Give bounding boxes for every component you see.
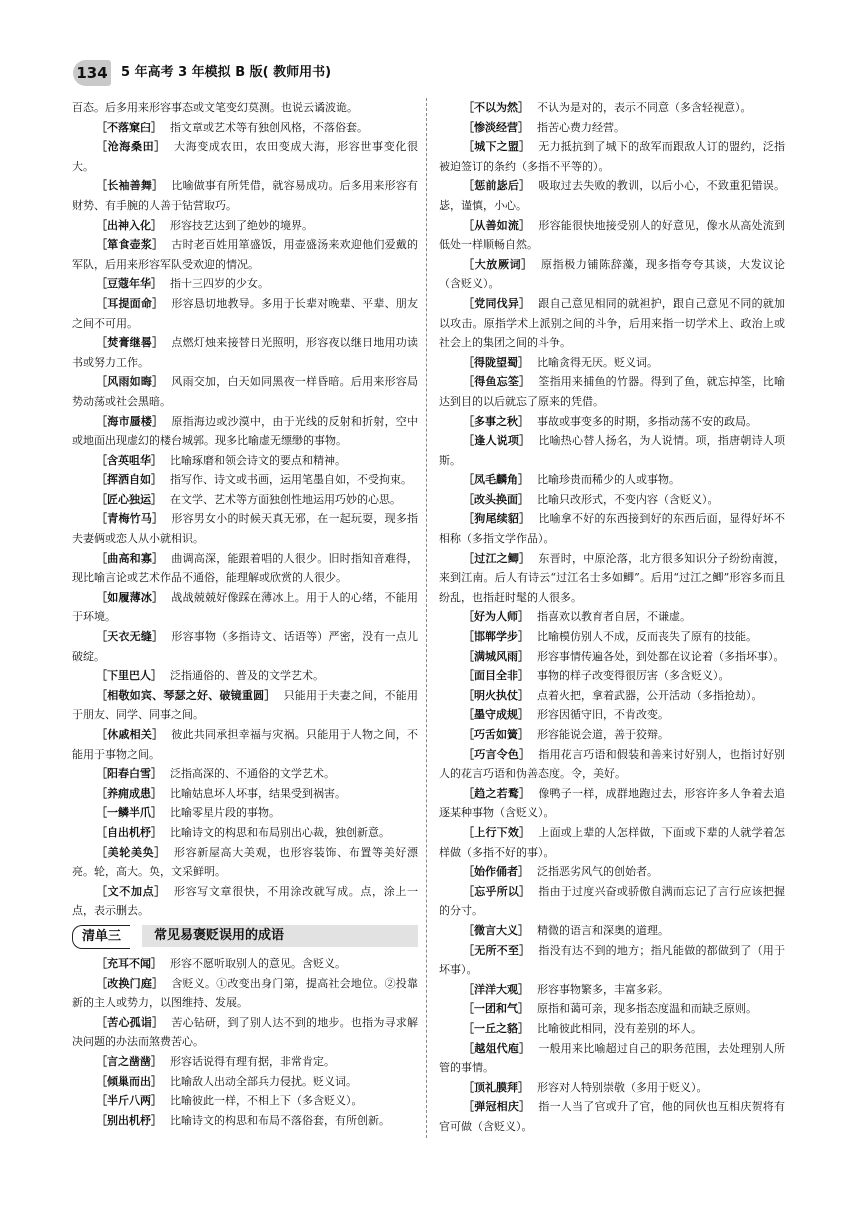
idiom-term: ［惩前毖后］ <box>463 179 531 193</box>
idiom-entry <box>72 372 418 411</box>
idiom-definition: 形容话说得有理有据，非常肯定。 <box>170 1054 335 1068</box>
idiom-definition: 含贬义。①改变出身门第，提高社会地位。②投靠新的主人或势力，以图维持、发展。 <box>72 976 419 1010</box>
idiom-entry <box>72 274 418 294</box>
idiom-definition: 形容事物（多指诗文、话语等）严密，没有一点儿破绽。 <box>72 630 419 663</box>
idiom-term: ［越俎代庖］ <box>463 1041 531 1055</box>
idiom-term: ［墨守成规］ <box>463 708 529 722</box>
idiom-entry <box>439 921 785 941</box>
idiom-entry <box>72 784 418 804</box>
idiom-definition: 指文章或艺术等有独创风格，不落俗套。 <box>170 120 368 134</box>
idiom-entry <box>72 216 418 236</box>
idiom-term: ［面目全非］ <box>463 669 529 683</box>
idiom-definition: 形容技艺达到了绝妙的境界。 <box>170 218 313 232</box>
idiom-definition: 指由于过度兴奋或骄傲自满而忘记了言行应该把握的分寸。 <box>439 884 786 918</box>
idiom-term: ［多事之秋］ <box>463 414 529 428</box>
idiom-entry <box>439 176 785 215</box>
idiom-term: ［巧言令色］ <box>463 747 531 761</box>
idiom-entry <box>439 509 785 548</box>
idiom-term: ［文不加点］ <box>96 884 166 898</box>
idiom-term: ［城下之盟］ <box>463 140 531 154</box>
idiom-definition: 指喜欢以教育者自居，不谦虚。 <box>537 610 691 624</box>
idiom-entry <box>72 294 418 333</box>
page-header <box>73 60 433 86</box>
idiom-term: ［养痈成患］ <box>96 786 162 800</box>
idiom-term: ［得陇望蜀］ <box>463 355 529 369</box>
idiom-definition: 指苦心费力经营。 <box>537 120 625 134</box>
idiom-entry <box>72 176 418 215</box>
idiom-term: ［休戚相关］ <box>96 728 164 741</box>
left-entry-list <box>72 98 418 921</box>
idiom-definition: 形容恳切地教导。多用于长辈对晚辈、平辈、朋友之间不可用。 <box>72 296 419 330</box>
idiom-definition: 比喻彼此一样，不相上下（多含贬义）。 <box>170 1094 363 1108</box>
idiom-entry <box>439 216 785 255</box>
idiom-term: ［海市蜃楼］ <box>96 414 164 428</box>
idiom-term: ［党同伐异］ <box>463 296 531 310</box>
idiom-definition: 战战兢兢好像踩在薄冰上。用于人的心绪，不能用于环境。 <box>72 590 419 624</box>
right-entry-list <box>439 98 785 1136</box>
idiom-term: ［含英咀华］ <box>96 453 162 467</box>
idiom-term: ［充耳不闻］ <box>96 956 162 970</box>
idiom-term: ［从善如流］ <box>463 218 531 232</box>
idiom-term: ［天衣无缝］ <box>96 630 164 644</box>
idiom-definition: 古时老百姓用箪盛饭，用壶盛汤来欢迎他们爱戴的军队，后用来形容军队受欢迎的情况。 <box>72 238 419 271</box>
idiom-term: ［豆蔻年华］ <box>96 277 162 291</box>
idiom-term: ［大放厥词］ <box>463 257 533 271</box>
idiom-definition: 像鸭子一样，成群地跑过去，形容许多人争着去追逐某种事物（含贬义）。 <box>439 786 786 820</box>
idiom-definition: 吸取过去失败的教训，以后小心，不致重犯错误。毖，谨慎，小心。 <box>439 179 786 212</box>
idiom-entry <box>439 470 785 490</box>
idiom-entry <box>72 666 418 686</box>
right-column <box>439 98 785 1136</box>
idiom-definition: 精微的语言和深奥的道理。 <box>537 923 669 937</box>
idiom-term: ［言之凿凿］ <box>96 1054 162 1068</box>
idiom-term: ［凤毛麟角］ <box>463 473 529 487</box>
idiom-term: ［惨淡经营］ <box>463 120 529 134</box>
idiom-term: ［耳提面命］ <box>96 296 164 310</box>
idiom-definition: 指没有达不到的地方；指凡能做的都做到了（用于坏事）。 <box>439 943 786 977</box>
idiom-definition: 原指极力铺陈辞藻，现多指夸夸其谈，大发议论（含贬义）。 <box>439 257 786 291</box>
idiom-definition: 不认为是对的，表示不同意（多含轻视意）。 <box>537 101 752 114</box>
idiom-definition: 点燃灯烛来接替日光照明，形容夜以继日地用功读书或努力工作。 <box>72 336 419 369</box>
idiom-entry <box>439 999 785 1019</box>
idiom-term: ［微言大义］ <box>463 923 529 937</box>
idiom-definition: 彼此共同承担幸福与灾祸。只能用于人物之间，不能用于事物之间。 <box>72 728 419 761</box>
idiom-entry <box>439 372 785 411</box>
idiom-entry <box>439 647 785 667</box>
idiom-entry <box>439 549 785 608</box>
idiom-term: ［洋洋大观］ <box>463 982 529 996</box>
idiom-term: ［不落窠臼］ <box>96 120 162 134</box>
idiom-entry <box>72 451 418 471</box>
idiom-term: ［苦心孤诣］ <box>96 1015 164 1029</box>
idiom-term: ［弹冠相庆］ <box>463 1100 531 1114</box>
idiom-entry <box>72 1111 418 1131</box>
idiom-entry <box>439 686 785 706</box>
idiom-definition: 原指海边或沙漠中，由于光线的反射和折射，空中或地面出现虚幻的楼台城郭。现多比喻虚无缥缈的事物。 <box>72 414 419 448</box>
idiom-entry <box>72 412 418 451</box>
idiom-definition: 曲调高深，能跟着唱的人很少。旧时指知音难得，现比喻言论或艺术作品不通俗，能理解或欣赏的人很少。 <box>72 551 419 585</box>
idiom-definition: 上面或上辈的人怎样做，下面或下辈的人就学着怎样做（多指不好的事）。 <box>439 825 786 859</box>
idiom-definition: 指一人当了官或升了官，他的同伙也互相庆贺将有官可做（含贬义）。 <box>439 1100 786 1133</box>
section-header <box>72 925 418 951</box>
idiom-entry <box>72 725 418 764</box>
idiom-term: ［箪食壶浆］ <box>96 238 164 252</box>
idiom-definition: 形容对人特别崇敬（多用于贬义）。 <box>537 1080 708 1094</box>
idiom-term: ［改头换面］ <box>463 492 529 506</box>
idiom-definition: 形容男女小的时候天真无邪，在一起玩耍，现多指夫妻俩或恋人从小就相识。 <box>72 512 419 546</box>
idiom-definition: 形容写文章很快，不用涂改就写成。点，涂上一点，表示删去。 <box>72 884 419 918</box>
idiom-entry <box>72 549 418 588</box>
idiom-term: ［长袖善舞］ <box>96 179 164 193</box>
idiom-term: ［得鱼忘筌］ <box>463 375 531 389</box>
idiom-term: ［焚膏继晷］ <box>96 336 164 350</box>
idiom-term: ［下里巴人］ <box>96 669 162 683</box>
idiom-entry <box>439 941 785 980</box>
section-title: 常见易褒贬误用的成语 <box>142 925 418 947</box>
idiom-entry <box>439 412 785 432</box>
idiom-entry <box>439 294 785 353</box>
idiom-term: ［始作俑者］ <box>463 865 529 879</box>
idiom-entry <box>72 882 418 921</box>
idiom-definition: 泛指通俗的、普及的文学艺术。 <box>170 669 324 683</box>
idiom-definition: 只能用于夫妻之间，不能用于朋友、同学、同事之间。 <box>72 688 419 722</box>
idiom-term: ［改换门庭］ <box>96 976 164 990</box>
idiom-entry <box>72 843 418 882</box>
idiom-term: ［青梅竹马］ <box>96 512 164 526</box>
idiom-definition: 苦心钻研，到了别人达不到的地步。也指为寻求解决问题的办法而煞费苦心。 <box>72 1015 419 1049</box>
idiom-definition: 比喻只改形式，不变内容（含贬义）。 <box>537 492 719 506</box>
section-tag: 清单三 <box>72 925 130 949</box>
idiom-entry <box>439 1039 785 1078</box>
idiom-entry <box>72 470 418 490</box>
idiom-entry <box>72 98 418 118</box>
idiom-definition: 泛指恶劣风气的创始者。 <box>537 865 658 879</box>
idiom-definition: 指用花言巧语和假装和善来讨好别人，也指讨好别人的花言巧语和伪善态度。令，美好。 <box>439 747 786 781</box>
idiom-entry <box>72 764 418 784</box>
idiom-entry <box>439 862 785 882</box>
idiom-entry <box>439 1097 785 1136</box>
idiom-entry <box>439 627 785 647</box>
idiom-definition: 风雨交加，白天如同黑夜一样昏暗。后用来形容局势动荡或社会黑暗。 <box>72 375 419 408</box>
idiom-definition: 事物的样子改变得很厉害（多含贬义）。 <box>537 669 730 683</box>
idiom-entry <box>439 980 785 1000</box>
idiom-definition: 比喻琢磨和领会诗文的要点和精神。 <box>170 453 346 467</box>
idiom-entry <box>72 823 418 843</box>
idiom-term: ［挥洒自如］ <box>96 473 162 487</box>
idiom-definition: 跟自己意见相同的就袒护，跟自己意见不同的就加以攻击。原指学术上派别之间的斗争，后用来指一切学术上、政治上或社会上的集团之间的斗争。 <box>439 296 786 350</box>
idiom-entry <box>72 803 418 823</box>
idiom-definition: 比喻拿不好的东西接到好的东西后面，显得好坏不相称（多指文学作品）。 <box>439 512 786 546</box>
idiom-definition: 无力抵抗到了城下的敌军而跟敌人订的盟约，泛指被迫签订的条约（多指不平等的）。 <box>439 140 786 173</box>
idiom-definition: 形容不愿听取别人的意见。含贬义。 <box>170 956 346 970</box>
idiom-definition: 东晋时，中原沦落，北方很多知识分子纷纷南渡，来到江南。后人有诗云“过江名士多如鲫”。后用“过江之鲫”形容多而且纷乱，也指赶时髦的人很多。 <box>439 551 786 604</box>
idiom-definition: 形容事情传遍各处，到处都在议论着（多指坏事）。 <box>537 649 785 663</box>
idiom-term: ［曲高和寡］ <box>96 551 164 565</box>
idiom-entry <box>72 627 418 666</box>
idiom-term: ［出神入化］ <box>96 218 162 232</box>
idiom-entry <box>72 137 418 176</box>
idiom-term: ［忘乎所以］ <box>463 884 531 898</box>
idiom-definition: 泛指高深的、不通俗的文学艺术。 <box>170 767 335 781</box>
idiom-entry <box>72 118 418 138</box>
idiom-term: ［一鳞半爪］ <box>96 806 162 820</box>
idiom-definition: 比喻诗文的构思和布局别出心裁，独创新意。 <box>170 825 390 839</box>
idiom-definition: 比喻诗文的构思和布局不落俗套，有所创新。 <box>170 1113 390 1127</box>
idiom-definition: 形容能说会道，善于狡辩。 <box>537 728 669 741</box>
idiom-definition: 形容新屋高大美观，也形容装饰、布置等美好漂亮。轮，高大。奂，文采鲜明。 <box>72 845 419 879</box>
idiom-definition: 在文学、艺术等方面独创性地运用巧妙的心思。 <box>170 492 401 506</box>
idiom-definition: 指写作、诗文或书画，运用笔墨自如，不受拘束。 <box>170 473 412 487</box>
idiom-entry <box>72 490 418 510</box>
idiom-term: ［无所不至］ <box>463 943 531 957</box>
idiom-entry <box>72 1013 418 1052</box>
idiom-entry <box>439 882 785 921</box>
idiom-definition: 比喻珍贵而稀少的人或事物。 <box>537 473 680 487</box>
idiom-term: ［趋之若鹜］ <box>463 786 531 800</box>
idiom-entry <box>439 1078 785 1098</box>
idiom-term: ［美轮美奂］ <box>96 845 166 859</box>
idiom-term: ［逢人说项］ <box>463 434 531 448</box>
idiom-term: ［如履薄冰］ <box>96 590 164 604</box>
idiom-definition: 比喻彼此相同，没有差别的坏人。 <box>537 1021 702 1035</box>
idiom-definition: 比喻敌人出动全部兵力侵扰。贬义词。 <box>170 1074 357 1088</box>
idiom-entry <box>439 137 785 176</box>
idiom-entry <box>439 725 785 745</box>
left-column <box>72 98 418 1130</box>
idiom-term: ［阳春白雪］ <box>96 767 162 781</box>
idiom-entry <box>439 1019 785 1039</box>
idiom-entry <box>72 1091 418 1111</box>
idiom-term: ［狗尾续貂］ <box>463 512 531 526</box>
idiom-definition: 大海变成农田，农田变成大海，形容世事变化很大。 <box>72 140 419 173</box>
idiom-term: ［满城风雨］ <box>463 649 529 663</box>
idiom-definition: 形容事物繁多，丰富多彩。 <box>537 982 669 996</box>
idiom-term: ［匠心独运］ <box>96 492 162 506</box>
idiom-entry <box>439 353 785 373</box>
idiom-term: ［自出机杼］ <box>96 825 162 839</box>
idiom-entry <box>439 255 785 294</box>
idiom-entry <box>72 974 418 1013</box>
idiom-entry <box>439 784 785 823</box>
idiom-entry <box>72 333 418 372</box>
idiom-term: ［巧舌如簧］ <box>463 728 529 741</box>
idiom-entry <box>72 1052 418 1072</box>
idiom-term: ［风雨如晦］ <box>96 375 164 389</box>
idiom-definition: 筌指用来捕鱼的竹器。得到了鱼，就忘掉筌，比喻达到目的以后就忘了原来的凭借。 <box>439 375 786 408</box>
idiom-definition: 百态。后多用来形容事态或文笔变幻莫测。也说云谲波诡。 <box>72 101 358 114</box>
idiom-term: ［半斤八两］ <box>96 1094 162 1108</box>
idiom-definition: 一般用来比喻超过自己的职务范围，去处理别人所管的事情。 <box>439 1041 786 1075</box>
column-divider <box>426 98 427 1138</box>
idiom-definition: 事故或事变多的时期，多指动荡不安的政局。 <box>537 414 757 428</box>
idiom-entry <box>439 745 785 784</box>
idiom-entry <box>439 705 785 725</box>
idiom-definition: 指十三四岁的少女。 <box>170 277 269 291</box>
idiom-term: ［明火执仗］ <box>463 688 529 702</box>
idiom-entry <box>72 235 418 274</box>
idiom-entry <box>439 490 785 510</box>
idiom-term: ［顶礼膜拜］ <box>463 1080 529 1094</box>
idiom-term: ［不以为然］ <box>463 101 529 114</box>
idiom-entry <box>439 431 785 470</box>
idiom-term: ［别出机杼］ <box>96 1113 162 1127</box>
idiom-term: ［邯郸学步］ <box>463 630 529 644</box>
idiom-term: ［过江之鲫］ <box>463 551 531 565</box>
idiom-definition: 比喻模仿别人不成，反而丧失了原有的技能。 <box>537 630 757 644</box>
idiom-definition: 比喻零星片段的事物。 <box>170 806 280 820</box>
idiom-entry <box>72 509 418 548</box>
idiom-term: ［相敬如宾、琴瑟之好、破镜重圆］ <box>96 688 276 702</box>
idiom-entry <box>72 588 418 627</box>
idiom-definition: 点着火把，拿着武器，公开活动（多指抢劫）。 <box>537 688 763 702</box>
idiom-entry <box>439 118 785 138</box>
idiom-definition: 原指和蔼可亲，现多指态度温和而缺乏原则。 <box>537 1002 757 1016</box>
left-entry-list-2 <box>72 954 418 1130</box>
idiom-entry <box>72 954 418 974</box>
idiom-term: ［一丘之貉］ <box>463 1021 529 1035</box>
idiom-entry <box>439 666 785 686</box>
book-title: 5 年高考 3 年模拟 B 版( 教师用书) <box>121 65 332 80</box>
idiom-definition: 形容能很快地接受别人的好意见，像水从高处流到低处一样顺畅自然。 <box>439 218 786 252</box>
idiom-term: ［好为人师］ <box>463 610 529 624</box>
idiom-entry <box>439 98 785 118</box>
idiom-entry <box>72 1072 418 1092</box>
page-number: 134 <box>73 60 111 86</box>
idiom-definition: 比喻贪得无厌。贬义词。 <box>537 355 658 369</box>
idiom-term: ［一团和气］ <box>463 1002 529 1016</box>
idiom-definition: 比喻姑息坏人坏事，结果受到祸害。 <box>170 786 346 800</box>
idiom-definition: 比喻热心替人扬名，为人说情。项，指唐朝诗人项斯。 <box>439 434 786 467</box>
idiom-definition: 形容因循守旧，不肯改变。 <box>537 708 669 722</box>
idiom-entry <box>72 686 418 725</box>
idiom-entry <box>439 823 785 862</box>
idiom-definition: 比喻做事有所凭借，就容易成功。后多用来形容有财势、有手腕的人善于钻营取巧。 <box>72 179 419 212</box>
idiom-term: ［沧海桑田］ <box>96 140 166 154</box>
idiom-entry <box>439 607 785 627</box>
idiom-term: ［上行下效］ <box>463 825 531 839</box>
idiom-term: ［倾巢而出］ <box>96 1074 162 1088</box>
